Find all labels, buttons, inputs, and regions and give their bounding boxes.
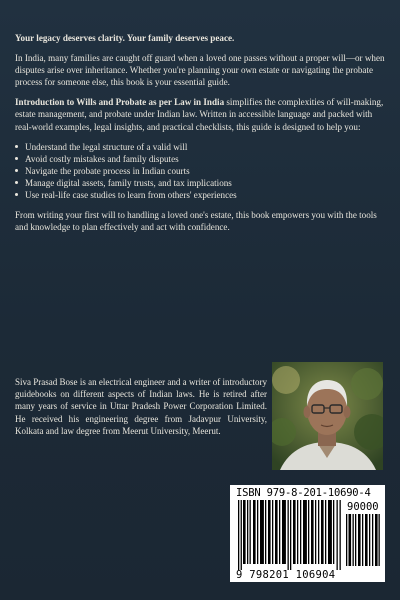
blurb: [15, 32, 385, 241]
author-photo: [272, 362, 383, 470]
list-item: Understand the legal structure of a valid will: [15, 141, 385, 153]
book-title: Introduction to Wills and Probate as per Law in India: [15, 97, 225, 108]
ean-digits: 9 798201 106904: [236, 569, 336, 581]
isbn-barcode: [230, 485, 385, 582]
benefit-list: [15, 141, 385, 201]
intro-paragraph: In India, many families are caught off guard when a loved one passes without a proper will—or when disputes arise over inheritance. Whether you're planning your own estate or navigating the probate process for someone else, this book is your essential guide.: [15, 53, 385, 88]
list-item: Avoid costly mistakes and family disputes: [15, 153, 385, 165]
description-text: simplifies the complexities of will-making, estate management, and probate under Indian law. Written in accessible language and packed with real-world examples, legal insights, and practical checklists, this guide is designed to help you:: [15, 97, 384, 132]
author-bio: Siva Prasad Bose is an electrical engineer and a writer of introductory guidebooks on different aspects of Indian laws. He is retired after many years of service in Uttar Pradesh Power Corporation Limited. He received his engineering degree from Jadavpur University, Kolkata and law degree from Meerut University, Meerut.: [15, 377, 267, 436]
list-item: Navigate the probate process in Indian courts: [15, 165, 385, 177]
price-code: 90000: [347, 501, 379, 513]
closing-paragraph: From writing your first will to handling a loved one's estate, this book empowers you with the tools and knowledge to plan effectively and act with confidence.: [15, 210, 377, 233]
tagline: Your legacy deserves clarity. Your family deserves peace.: [15, 33, 235, 43]
isbn-label: ISBN 979-8-201-10690-4: [236, 487, 371, 499]
description-paragraph: [15, 96, 385, 132]
list-item: Use real-life case studies to learn from others' experiences: [15, 189, 385, 201]
ean-bars: [238, 500, 342, 570]
list-item: Manage digital assets, family trusts, and tax implications: [15, 177, 385, 189]
price-bars: [346, 514, 380, 566]
